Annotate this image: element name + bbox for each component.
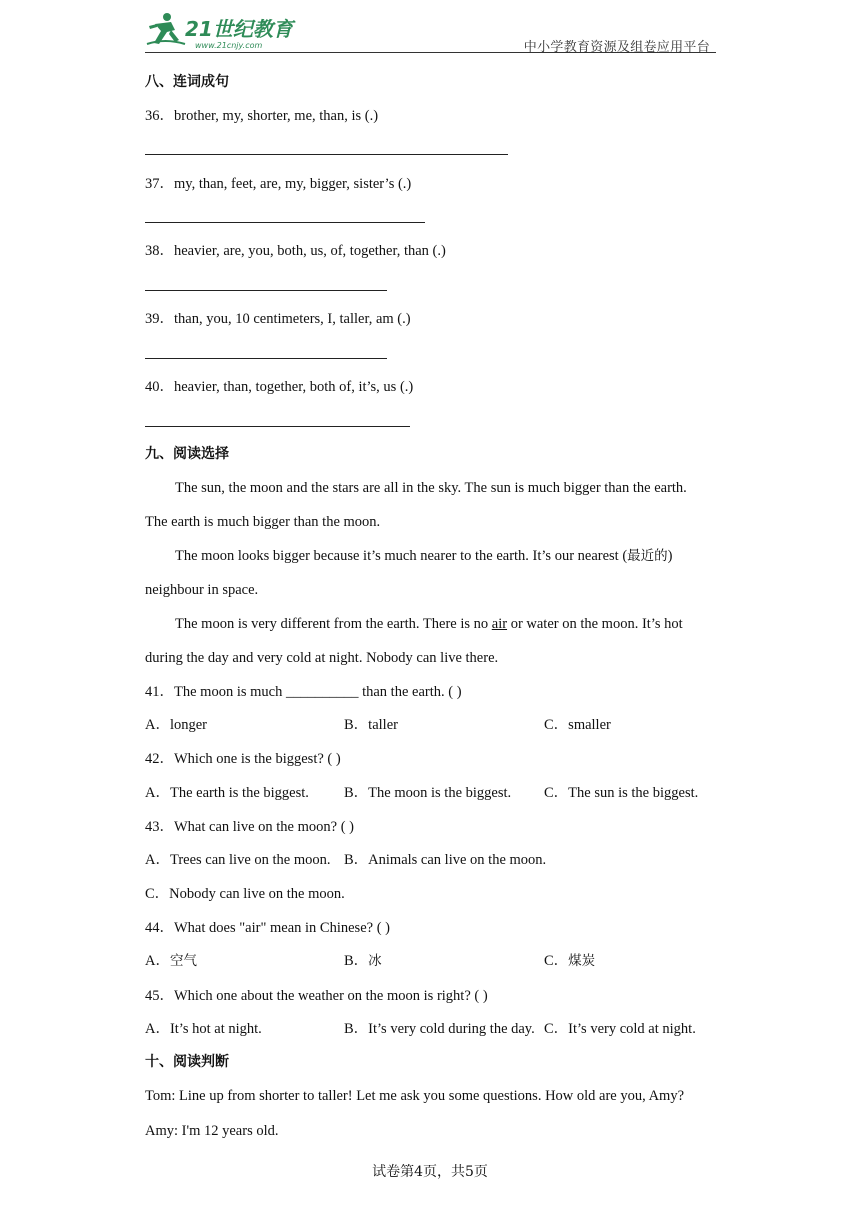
dialogue-line: Amy: I'm 12 years old. — [145, 1123, 279, 1139]
question-43: 43．What can live on the moon? ( ) — [145, 819, 354, 835]
section-10-title: 十、阅读判断 — [145, 1054, 229, 1070]
option-44-c[interactable]: C．煤炭 — [544, 953, 596, 969]
logo-21cnjy — [145, 10, 315, 50]
answer-line-39[interactable] — [145, 358, 387, 359]
question-45: 45．Which one about the weather on the moon is right? ( ) — [145, 988, 488, 1004]
option-45-c[interactable]: C．It’s very cold at night. — [544, 1021, 696, 1037]
passage-line: The moon looks bigger because it’s much nearer to the earth. It’s our nearest (最近的) — [175, 548, 673, 564]
question-37: 37．my, than, feet, are, my, bigger, sister’s (.) — [145, 176, 412, 192]
answer-line-37[interactable] — [145, 222, 425, 223]
section-9-title: 九、阅读选择 — [145, 446, 229, 462]
passage-line: The sun, the moon and the stars are all in the sky. The sun is much bigger than the earth. — [175, 480, 687, 496]
logo-text: 21世纪教育 — [185, 17, 293, 41]
logo-url: www.21cnjy.com — [195, 41, 263, 50]
passage-line: The moon is very different from the earth. There is no air or water on the moon. It’s hot — [175, 616, 683, 632]
option-42-a[interactable]: A．The earth is the biggest. — [145, 785, 309, 801]
passage-line: The earth is much bigger than the moon. — [145, 514, 381, 530]
option-43-a[interactable]: A．Trees can live on the moon. — [145, 852, 331, 868]
question-41: 41．The moon is much __________ than the earth. ( ) — [145, 684, 462, 700]
section-8-title: 八、连词成句 — [145, 74, 229, 90]
option-42-c[interactable]: C．The sun is the biggest. — [544, 785, 699, 801]
option-41-b[interactable]: B．taller — [344, 717, 398, 733]
answer-line-36[interactable] — [145, 154, 508, 155]
question-42: 42．Which one is the biggest? ( ) — [145, 751, 341, 767]
page-header — [145, 8, 716, 54]
question-38: 38．heavier, are, you, both, us, of, together, than (.) — [145, 243, 446, 259]
question-36: 36．brother, my, shorter, me, than, is (.) — [145, 108, 379, 124]
option-43-b[interactable]: B．Animals can live on the moon. — [344, 852, 547, 868]
option-44-a[interactable]: A．空气 — [145, 953, 197, 969]
option-44-b[interactable]: B．冰 — [344, 953, 382, 969]
option-45-b[interactable]: B．It’s very cold during the day. — [344, 1021, 535, 1037]
passage-line: neighbour in space. — [145, 582, 259, 598]
option-45-a[interactable]: A．It’s hot at night. — [145, 1021, 262, 1037]
answer-line-38[interactable] — [145, 290, 387, 291]
option-41-a[interactable]: A．longer — [145, 717, 208, 733]
dialogue-line: Tom: Line up from shorter to taller! Let me ask you some questions. How old are you, Amy? — [145, 1088, 684, 1104]
page-footer: 试卷第4页，共5页 — [372, 1164, 488, 1180]
question-40: 40．heavier, than, together, both of, it’s, us (.) — [145, 379, 414, 395]
question-39: 39．than, you, 10 centimeters, I, taller, am (.) — [145, 311, 411, 327]
passage-line: during the day and very cold at night. Nobody can live there. — [145, 650, 499, 666]
question-44: 44．What does "air" mean in Chinese? ( ) — [145, 920, 390, 936]
option-42-b[interactable]: B．The moon is the biggest. — [344, 785, 512, 801]
option-43-c[interactable]: C．Nobody can live on the moon. — [145, 886, 345, 902]
underlined-word-air: air — [491, 616, 508, 632]
option-41-c[interactable]: C．smaller — [544, 717, 611, 733]
header-platform-text: 中小学教育资源及组卷应用平台 — [523, 40, 710, 55]
header-divider — [145, 52, 716, 53]
answer-line-40[interactable] — [145, 426, 410, 427]
